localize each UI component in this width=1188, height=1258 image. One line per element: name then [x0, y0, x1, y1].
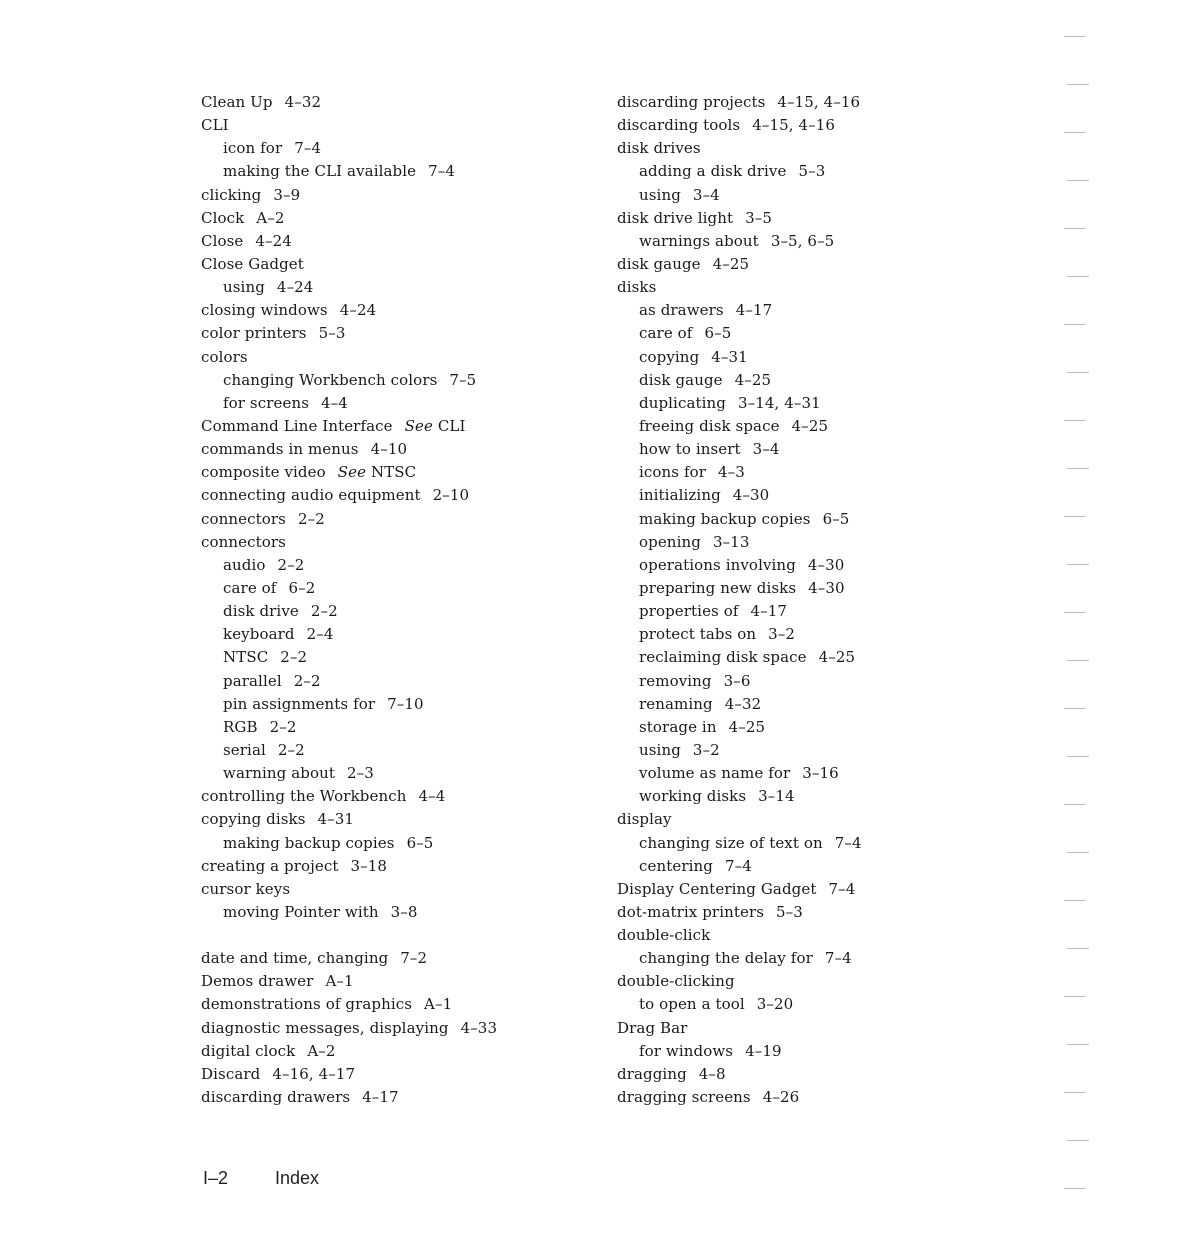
- index-term: parallel: [223, 671, 282, 690]
- index-subentry: [201, 762, 497, 785]
- index-subentry: [617, 415, 862, 438]
- page-footer: [203, 1168, 319, 1189]
- index-term: Command Line Interface: [201, 416, 393, 435]
- edge-tick: [1064, 900, 1086, 901]
- index-term: cursor keys: [201, 879, 291, 898]
- index-subentry: [617, 646, 862, 669]
- index-entry: [617, 276, 862, 299]
- index-term: connecting audio equipment: [201, 486, 421, 505]
- index-term: making backup copies: [223, 833, 395, 852]
- page-reference: 4–24: [339, 301, 377, 320]
- page-reference: 4–33: [460, 1018, 498, 1037]
- index-subentry: [617, 832, 862, 855]
- page-reference: 2–2: [280, 648, 308, 667]
- index-term: as drawers: [639, 301, 724, 320]
- page-reference: 3–6: [723, 671, 751, 690]
- index-term: storage in: [639, 717, 717, 736]
- index-entry: [201, 346, 497, 369]
- index-subentry: [617, 230, 862, 253]
- page-reference: 7–10: [387, 694, 424, 713]
- index-term: warning about: [223, 764, 336, 783]
- page-reference: 5–3: [318, 324, 346, 343]
- page-reference: 4–25: [712, 254, 750, 273]
- edge-tick: [1067, 468, 1089, 469]
- index-subentry: [201, 670, 497, 693]
- edge-tick: [1064, 612, 1086, 613]
- index-term: freeing disk space: [639, 416, 780, 435]
- page-reference: 5–3: [776, 902, 803, 921]
- index-term: using: [639, 185, 681, 204]
- index-term: warnings about: [639, 231, 759, 250]
- index-subentry: [617, 716, 862, 739]
- index-entry: [201, 785, 497, 808]
- index-term: Close: [201, 231, 244, 250]
- page-reference: 4–25: [791, 416, 829, 435]
- index-subentry: [617, 438, 862, 461]
- page-reference: 3–9: [273, 185, 301, 204]
- index-term: keyboard: [223, 625, 295, 644]
- page-reference: 4–32: [724, 694, 762, 713]
- index-term: controlling the Workbench: [201, 787, 407, 806]
- index-term: how to insert: [639, 440, 741, 459]
- index-subentry: [617, 670, 862, 693]
- page-reference: 7–4: [834, 833, 862, 852]
- page-reference: 7–2: [400, 949, 428, 968]
- index-term: for screens: [223, 393, 310, 412]
- index-entry: [201, 531, 497, 554]
- index-subentry: [617, 762, 862, 785]
- page-reference: 4–26: [762, 1088, 800, 1107]
- index-term: diagnostic messages, displaying: [201, 1018, 449, 1037]
- index-term: disk drives: [617, 139, 701, 158]
- binding-edge-marks: [1064, 0, 1104, 1258]
- page-reference: 4–4: [418, 787, 446, 806]
- index-subentry: [201, 693, 497, 716]
- page-reference: 7–4: [828, 879, 856, 898]
- index-term: making backup copies: [639, 509, 811, 528]
- edge-tick: [1064, 36, 1086, 37]
- index-column-right: [617, 91, 862, 1109]
- edge-tick: [1064, 804, 1086, 805]
- index-entry: [201, 993, 497, 1016]
- index-subentry: [617, 484, 862, 507]
- index-subentry: [617, 785, 862, 808]
- index-term: audio: [223, 555, 266, 574]
- index-subentry: [617, 739, 862, 762]
- index-spacer: [201, 924, 497, 947]
- edge-tick: [1064, 324, 1086, 325]
- index-entry: [617, 1017, 862, 1040]
- index-term: changing the delay for: [639, 949, 813, 968]
- see-target: CLI: [437, 416, 466, 435]
- index-term: initializing: [639, 486, 721, 505]
- edge-tick: [1067, 180, 1089, 181]
- index-term: Clock: [201, 208, 245, 227]
- index-subentry: [201, 369, 497, 392]
- page-reference: 2–2: [310, 602, 338, 621]
- index-subentry: [617, 508, 862, 531]
- page-reference: 3–2: [768, 625, 796, 644]
- index-term: icons for: [639, 463, 707, 482]
- index-entry: [201, 855, 497, 878]
- page-reference: A–1: [424, 995, 453, 1014]
- page-reference: 4–24: [255, 231, 292, 250]
- index-term: clicking: [201, 185, 262, 204]
- page-reference: 6–5: [704, 324, 732, 343]
- index-subentry: [201, 160, 497, 183]
- index-entry: [617, 808, 862, 831]
- index-term: making the CLI available: [223, 162, 417, 181]
- index-term: duplicating: [639, 393, 726, 412]
- index-entry: [201, 1017, 497, 1040]
- page-reference: 4–17: [735, 301, 773, 320]
- page-number: I–2: [203, 1168, 229, 1188]
- index-term: commands in menus: [201, 440, 359, 459]
- page-reference: 6–2: [288, 578, 316, 597]
- index-term: disk drive light: [617, 208, 734, 227]
- index-subentry: [617, 554, 862, 577]
- index-entry: [617, 901, 862, 924]
- index-entry: [201, 415, 497, 438]
- index-entry: [617, 1086, 862, 1109]
- page-reference: 4–24: [276, 278, 314, 297]
- index-term: Demos drawer: [201, 972, 314, 991]
- page-reference: 4–31: [711, 347, 748, 366]
- index-term: preparing new disks: [639, 578, 797, 597]
- index-subentry: [201, 901, 497, 924]
- see-target: NTSC: [370, 463, 417, 482]
- index-term: properties of: [639, 602, 739, 621]
- index-entry: [617, 137, 862, 160]
- page-reference: 3–5: [745, 208, 773, 227]
- page-reference: 2–4: [306, 625, 334, 644]
- index-term: disk drive: [223, 602, 299, 621]
- edge-tick: [1064, 516, 1086, 517]
- index-subentry: [617, 184, 862, 207]
- index-entry: [617, 924, 862, 947]
- index-term: reclaiming disk space: [639, 648, 807, 667]
- edge-tick: [1067, 564, 1089, 565]
- page-reference: 4–30: [808, 578, 845, 597]
- index-term: disk gauge: [639, 370, 723, 389]
- index-subentry: [617, 623, 862, 646]
- index-term: Discard: [201, 1064, 261, 1083]
- page-reference: 4–30: [807, 555, 845, 574]
- page-reference: 3–13: [712, 532, 750, 551]
- page-reference: A–2: [307, 1041, 336, 1060]
- index-entry: [201, 878, 497, 901]
- index-term: moving Pointer with: [223, 902, 379, 921]
- edge-tick: [1067, 1044, 1089, 1045]
- page-reference: 2–2: [277, 555, 305, 574]
- edge-tick: [1067, 948, 1089, 949]
- index-term: care of: [639, 324, 693, 343]
- index-subentry: [201, 623, 497, 646]
- index-entry: [201, 91, 497, 114]
- page-reference: 4–25: [734, 370, 772, 389]
- page-reference: 3–14: [758, 787, 795, 806]
- page-reference: 2–2: [297, 509, 325, 528]
- edge-tick: [1064, 996, 1086, 997]
- index-entry: [201, 1086, 497, 1109]
- index-subentry: [617, 369, 862, 392]
- index-term: color printers: [201, 324, 307, 343]
- page-reference: 4–17: [750, 602, 788, 621]
- index-subentry: [201, 832, 497, 855]
- page-reference: 4–30: [732, 486, 770, 505]
- index-term: disks: [617, 278, 657, 297]
- index-term: CLI: [201, 116, 229, 135]
- index-subentry: [201, 600, 497, 623]
- index-term: centering: [639, 856, 713, 875]
- index-term: operations involving: [639, 555, 796, 574]
- see-reference: See: [404, 416, 433, 435]
- index-subentry: [617, 299, 862, 322]
- edge-tick: [1064, 1092, 1086, 1093]
- index-term: pin assignments for: [223, 694, 376, 713]
- page-reference: 4–25: [728, 717, 766, 736]
- page-reference: 4–32: [284, 93, 322, 111]
- page-reference: 3–4: [752, 440, 780, 459]
- index-subentry: [201, 716, 497, 739]
- index-entry: [617, 970, 862, 993]
- edge-tick: [1064, 420, 1086, 421]
- index-subentry: [201, 646, 497, 669]
- page-reference: 3–16: [802, 764, 839, 783]
- index-subentry: [617, 693, 862, 716]
- index-entry: [201, 299, 497, 322]
- edge-tick: [1067, 852, 1089, 853]
- index-term: using: [639, 740, 681, 759]
- index-entry: [617, 253, 862, 276]
- index-term: disk gauge: [617, 254, 701, 273]
- page-reference: 2–2: [277, 740, 305, 759]
- index-entry: [201, 808, 497, 831]
- index-subentry: [617, 855, 862, 878]
- index-term: copying disks: [201, 810, 306, 829]
- index-entry: [617, 114, 862, 137]
- edge-tick: [1064, 132, 1086, 133]
- index-entry: [201, 1040, 497, 1063]
- index-term: double-click: [617, 926, 711, 945]
- page-reference: 6–5: [822, 509, 850, 528]
- page-reference: 2–10: [432, 486, 470, 505]
- index-term: changing Workbench colors: [223, 370, 438, 389]
- index-term: digital clock: [201, 1041, 296, 1060]
- edge-tick: [1067, 756, 1089, 757]
- page-reference: 2–2: [293, 671, 321, 690]
- index-term: discarding drawers: [201, 1088, 351, 1107]
- page-reference: 7–4: [824, 949, 852, 968]
- page-reference: 7–4: [428, 162, 456, 181]
- index-subentry: [617, 392, 862, 415]
- page-reference: 7–4: [724, 856, 752, 875]
- page-reference: 7–5: [449, 370, 477, 389]
- index-subentry: [617, 160, 862, 183]
- page-reference: 4–10: [370, 440, 408, 459]
- index-term: double-clicking: [617, 972, 735, 991]
- index-term: Display Centering Gadget: [617, 879, 817, 898]
- page-reference: 7–4: [294, 139, 322, 158]
- page-reference: A–1: [325, 972, 354, 991]
- index-entry: [201, 438, 497, 461]
- index-entry: [617, 1063, 862, 1086]
- index-term: Drag Bar: [617, 1018, 688, 1037]
- index-entry: [201, 970, 497, 993]
- index-term: volume as name for: [639, 764, 791, 783]
- index-subentry: [617, 461, 862, 484]
- index-term: using: [223, 278, 265, 297]
- index-column-left: [201, 91, 497, 1109]
- index-term: demonstrations of graphics: [201, 995, 413, 1014]
- index-entry: [201, 184, 497, 207]
- index-entry: [201, 1063, 497, 1086]
- index-subentry: [617, 577, 862, 600]
- page-reference: 4–17: [362, 1088, 399, 1107]
- page-reference: 4–16, 4–17: [272, 1064, 356, 1083]
- edge-tick: [1067, 1140, 1089, 1141]
- page-reference: 4–19: [745, 1041, 782, 1060]
- page-reference: 2–2: [269, 717, 297, 736]
- page-reference: 4–8: [698, 1064, 726, 1083]
- index-entry: [201, 484, 497, 507]
- index-subentry: [617, 947, 862, 970]
- index-term: dragging: [617, 1064, 687, 1083]
- see-reference: See: [337, 463, 367, 482]
- index-term: discarding tools: [617, 116, 741, 135]
- index-subentry: [617, 600, 862, 623]
- index-term: adding a disk drive: [639, 162, 787, 181]
- page-reference: 4–15, 4–16: [777, 93, 861, 111]
- edge-tick: [1067, 276, 1089, 277]
- index-term: to open a tool: [639, 995, 745, 1014]
- page-reference: A–2: [256, 208, 285, 227]
- page-reference: 4–15, 4–16: [752, 116, 836, 135]
- index-entry: [617, 91, 862, 114]
- index-entry: [617, 878, 862, 901]
- index-entry: [201, 322, 497, 345]
- index-term: colors: [201, 347, 248, 366]
- index-term: removing: [639, 671, 712, 690]
- index-term: copying: [639, 347, 700, 366]
- index-entry: [201, 461, 497, 484]
- index-term: display: [617, 810, 672, 829]
- index-subentry: [201, 554, 497, 577]
- index-term: dot-matrix printers: [617, 902, 765, 921]
- index-subentry: [201, 392, 497, 415]
- index-term: Close Gadget: [201, 254, 304, 273]
- index-term: icon for: [223, 139, 283, 158]
- index-entry: [201, 508, 497, 531]
- index-subentry: [617, 531, 862, 554]
- page-reference: 3–8: [390, 902, 418, 921]
- index-term: RGB: [223, 717, 258, 736]
- index-term: care of: [223, 578, 277, 597]
- index-term: NTSC: [223, 648, 269, 667]
- index-term: Clean Up: [201, 93, 273, 111]
- index-term: composite video: [201, 463, 326, 482]
- index-term: closing windows: [201, 301, 328, 320]
- page-reference: 2–3: [347, 764, 374, 783]
- index-term: creating a project: [201, 856, 339, 875]
- index-subentry: [201, 739, 497, 762]
- edge-tick: [1064, 708, 1086, 709]
- index-entry: [201, 253, 497, 276]
- page-reference: 4–31: [317, 810, 355, 829]
- index-term: connectors: [201, 509, 286, 528]
- page-reference: 4–25: [818, 648, 856, 667]
- index-term: date and time, changing: [201, 949, 389, 968]
- page-reference: 4–3: [718, 463, 745, 482]
- index-subentry: [617, 993, 862, 1016]
- index-entry: [617, 207, 862, 230]
- index-term: serial: [223, 740, 266, 759]
- index-subentry: [201, 577, 497, 600]
- index-term: opening: [639, 532, 701, 551]
- index-term: dragging screens: [617, 1088, 751, 1107]
- page-reference: 3–5, 6–5: [770, 231, 835, 250]
- page-reference: 3–20: [756, 995, 794, 1014]
- index-term: for windows: [639, 1041, 734, 1060]
- page-reference: 3–4: [692, 185, 720, 204]
- page-reference: 3–14, 4–31: [738, 393, 821, 412]
- section-title: Index: [275, 1168, 320, 1188]
- edge-tick: [1067, 660, 1089, 661]
- index-subentry: [201, 276, 497, 299]
- index-term: protect tabs on: [639, 625, 757, 644]
- index-entry: [201, 207, 497, 230]
- index-term: working disks: [639, 787, 747, 806]
- page-reference: 5–3: [798, 162, 826, 181]
- index-term: connectors: [201, 532, 286, 551]
- edge-tick: [1064, 228, 1086, 229]
- page-reference: 4–4: [321, 393, 348, 412]
- index-term: renaming: [639, 694, 713, 713]
- index-subentry: [617, 322, 862, 345]
- index-entry: [201, 114, 497, 137]
- index-subentry: [617, 346, 862, 369]
- edge-tick: [1067, 372, 1089, 373]
- edge-tick: [1064, 1188, 1086, 1189]
- index-entry: [201, 230, 497, 253]
- page-reference: 6–5: [406, 833, 434, 852]
- index-subentry: [617, 1040, 862, 1063]
- index-subentry: [201, 137, 497, 160]
- index-term: changing size of text on: [639, 833, 823, 852]
- index-term: discarding projects: [617, 93, 766, 111]
- page-reference: 3–2: [692, 740, 720, 759]
- edge-tick: [1067, 84, 1089, 85]
- page-reference: 3–18: [350, 856, 388, 875]
- index-entry: [201, 947, 497, 970]
